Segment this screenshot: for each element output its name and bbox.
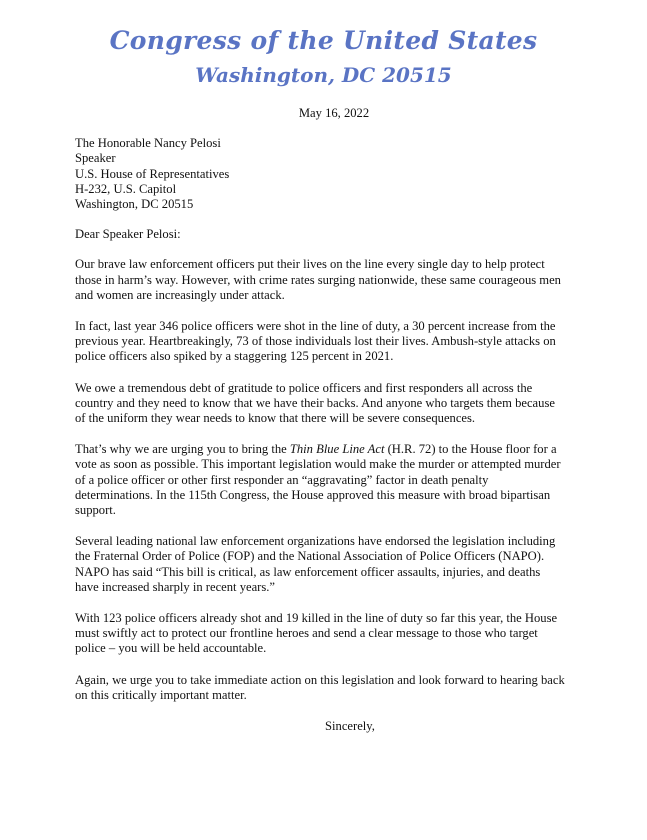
paragraph-line: determinations. In the 115th Congress, the House approved this measure with broad bipartisan xyxy=(75,487,551,502)
paragraph-line: Again, we urge you to take immediate action on this legislation and look forward to hearing back xyxy=(75,672,565,687)
paragraph-line: on this critically important matter. xyxy=(75,687,247,702)
text-segment: (H.R. 72) to the House floor for a xyxy=(384,442,557,457)
paragraph-line: previous year. Heartbreakingly, 73 of those individuals lost their lives. Ambush-style attacks on xyxy=(75,334,556,349)
paragraph-line: police – you will be held accountable. xyxy=(75,641,267,656)
recipient-organization: U.S. House of Representatives xyxy=(75,166,230,181)
recipient-name: The Honorable Nancy Pelosi xyxy=(75,136,221,151)
paragraph-1 xyxy=(75,257,575,303)
paragraph-line: must swiftly act to protect our frontline heroes and send a clear message to those who target xyxy=(75,626,538,641)
recipient-address xyxy=(75,136,575,212)
paragraph-line: Several leading national law enforcement organizations have endorsed the legislation including xyxy=(75,534,556,549)
paragraph-4 xyxy=(75,442,575,518)
paragraph-line: NAPO has said “This bill is critical, as law enforcement officer assaults, injuries, and deaths xyxy=(75,564,541,579)
paragraph-line: of the uniform they wear needs to know that there will be severe consequences. xyxy=(75,411,476,426)
closing: Sincerely, xyxy=(325,719,375,734)
paragraph-6 xyxy=(75,611,575,657)
paragraph-line: vote as soon as possible. This important legislation would make the murder or attempted murder xyxy=(75,457,561,472)
paragraph-line: have increased sharply in recent years.” xyxy=(75,579,275,594)
letter-date: May 16, 2022 xyxy=(298,106,370,120)
paragraph-line: country and they need to know that we have their backs. And anyone who targets them because xyxy=(75,395,555,410)
paragraph-3 xyxy=(75,381,575,427)
recipient-title: Speaker xyxy=(75,151,116,166)
text-segment: That’s why we are urging you to bring the xyxy=(75,442,290,457)
paragraph-line: and women are increasingly under attack. xyxy=(75,287,285,302)
paragraph-line: of a police officer or other first responder an “aggravating” factor in death penalty xyxy=(75,472,489,487)
recipient-office: H-232, U.S. Capitol xyxy=(75,181,177,196)
paragraph-line: the Fraternal Order of Police (FOP) and the National Association of Police Officers (NAPO). xyxy=(75,549,545,564)
bill-name: Thin Blue Line Act xyxy=(289,442,385,457)
letterhead xyxy=(0,26,647,88)
paragraph-line xyxy=(75,442,575,457)
paragraph-line: support. xyxy=(75,503,116,518)
paragraph-line: Our brave law enforcement officers put their lives on the line every single day to help protect xyxy=(75,257,545,272)
letterhead-title: Congress of the United States xyxy=(109,26,538,55)
paragraph-line: police officers also spiked by a staggering 125 percent in 2021. xyxy=(75,349,394,364)
letter-body xyxy=(75,106,575,734)
paragraph-2 xyxy=(75,319,575,365)
paragraph-line: With 123 police officers already shot and 19 killed in the line of duty so far this year, the House xyxy=(75,611,558,626)
recipient-city: Washington, DC 20515 xyxy=(75,197,194,212)
paragraph-line: those in harm’s way. However, with crime rates surging nationwide, these same courageous men xyxy=(75,272,561,287)
paragraph-7 xyxy=(75,673,575,703)
paragraph-line: We owe a tremendous debt of gratitude to police officers and first responders all across the xyxy=(75,380,533,395)
salutation: Dear Speaker Pelosi: xyxy=(75,227,181,242)
paragraph-5 xyxy=(75,534,575,595)
paragraph-line: In fact, last year 346 police officers were shot in the line of duty, a 30 percent increase from the xyxy=(75,319,556,334)
letterhead-location: Washington, DC 20515 xyxy=(195,63,452,87)
